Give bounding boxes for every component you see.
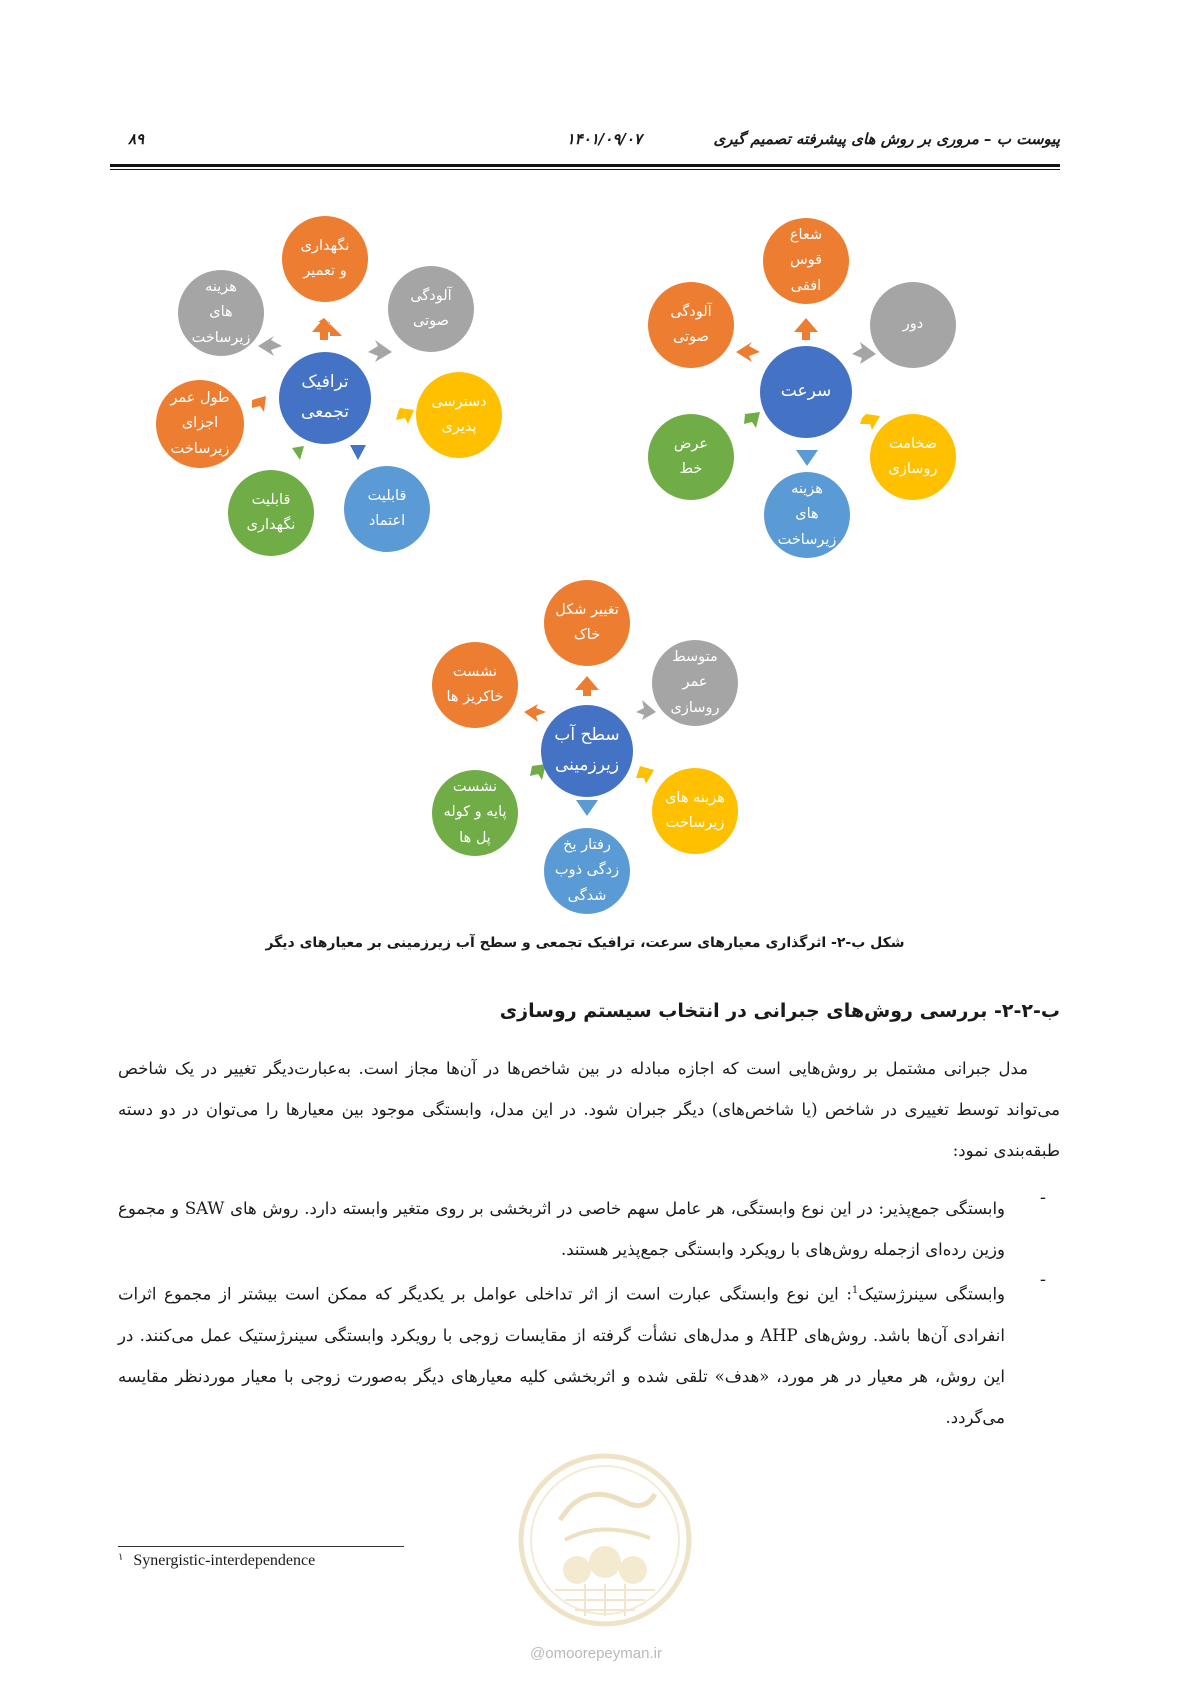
traffic-node-accessibility: دسترسی پذیری — [416, 372, 502, 458]
figure-caption: شکل ب-۲- اثرگذاری معیارهای سرعت، ترافیک تجمعی و سطح آب زیرزمینی بر معیارهای دیگر — [265, 935, 905, 951]
speed-node-rpm: دور — [870, 282, 956, 368]
footnote-reference[interactable]: 1 — [851, 1285, 859, 1296]
arrow-icon — [860, 414, 880, 430]
header-rule-thick — [110, 164, 1060, 167]
arrow-down-icon — [576, 800, 598, 816]
arrow-up-icon — [318, 318, 342, 336]
list-item-text — [118, 1270, 1005, 1438]
speed-node-infra-cost: هزینه های زیرساخت — [764, 472, 850, 558]
arrow-icon — [258, 336, 282, 356]
arrow-up-icon — [794, 318, 818, 340]
gw-node-pavement-life: متوسط عمر روسازی — [652, 640, 738, 726]
groundwater-center-node: سطح آب زیرزمینی — [541, 705, 633, 797]
traffic-node-noise: آلودگی صوتی — [388, 266, 474, 352]
page-number: ۸۹ — [128, 130, 145, 148]
header-title: پیوست ب – مروری بر روش های پیشرفته تصمیم گیری — [713, 130, 1060, 148]
bullet-dash: - — [1039, 1188, 1046, 1208]
list-item-text-lead: وابستگی سینرژستیک — [858, 1284, 1006, 1304]
arrow-icon — [368, 340, 392, 362]
arrow-icon — [744, 412, 760, 428]
list-item-text: وابستگی جمع‌پذیر: در این نوع وابستگی، هر عامل سهم خاصی در اثربخشی بر روی متغیر وابسته دارد. روش های SAW و مجموع وزین رده‌ای ازجمله روش‌های با رویکرد وابستگی جمع‌پذیر هستند. — [118, 1199, 1005, 1259]
gw-node-embankment-settlement: نشست خاکریز ها — [432, 642, 518, 728]
footnote-rule — [118, 1546, 404, 1547]
gw-node-infra-cost: هزینه های زیرساخت — [652, 768, 738, 854]
traffic-center-node: ترافیک تجمعی — [279, 352, 371, 444]
arrow-down-icon — [796, 450, 818, 466]
speed-node-curve-radius: شعاع قوس افقی — [763, 218, 849, 304]
traffic-node-infra-cost: هزینه های زیرساخت — [178, 270, 264, 356]
traffic-node-maintainability: قابلیت نگهداری — [228, 470, 314, 556]
watermark-logo — [515, 1450, 695, 1630]
list-item — [118, 1188, 1060, 1270]
list-item-text-rest: : این نوع وابستگی عبارت است از اثر تداخلی عوامل بر یکدیگر که ممکن است بیشتر از مجموع اثرات انفرادی آن‌ها باشد. روش‌های AHP و مدل‌های نشأت گرفته از مقایسات زوجی با رویکرد وابستگی سینرژستیک عمل می‌کنند. در این روش، هر معیار در هر مورد، «هدف» تلقی شده و اثربخشی کلیه معیارهای دیگر به‌صورت زوجی با معیار موردنظر مقایسه می‌گردد. — [118, 1284, 1005, 1427]
footnote-number: ۱ — [118, 1552, 124, 1563]
arrow-icon — [530, 764, 546, 780]
speed-node-lane-width: عرض خط — [648, 414, 734, 500]
arrow-icon — [252, 396, 266, 412]
gw-node-pier-settlement: نشست پایه و کوله پل ها — [432, 770, 518, 856]
traffic-node-lifetime: طول عمر اجزای زیرساخت — [156, 380, 244, 468]
gw-node-freeze-thaw: رفتار یخ زدگی ذوب شدگی — [544, 828, 630, 914]
page-header — [110, 128, 1060, 162]
section-heading: ب-۲-۲- بررسی روش‌های جبرانی در انتخاب سیستم روسازی — [499, 1000, 1060, 1022]
bullet-dash: - — [1039, 1270, 1046, 1290]
speed-node-thickness: ضخامت روسازی — [870, 414, 956, 500]
arrow-icon — [292, 446, 304, 460]
arrow-icon — [524, 704, 546, 722]
arrow-up-icon — [575, 676, 599, 696]
arrow-icon — [852, 342, 876, 364]
arrow-icon — [636, 766, 654, 784]
footnote — [118, 1552, 315, 1570]
header-date: ۱۴۰۱/۰۹/۰۷ — [566, 130, 642, 148]
watermark-url: @omoorepeyman.ir — [530, 1645, 662, 1662]
arrow-icon — [736, 342, 760, 362]
traffic-node-maintenance: نگهداری و تعمیر — [282, 216, 368, 302]
arrow-icon — [636, 700, 656, 720]
arrow-up-icon — [312, 318, 336, 340]
speed-node-noise: آلودگی صوتی — [648, 282, 734, 368]
list-item — [118, 1270, 1060, 1438]
header-rule-thin — [110, 169, 1060, 170]
body-paragraph: مدل جبرانی مشتمل بر روش‌هایی است که اجازه مبادله در بین شاخص‌ها در آن‌ها مجاز است. به‌عبارت‌دیگر تغییر در یک شاخص می‌تواند توسط تغییری در شاخص (یا شاخص‌های) دیگر جبران شود. در این مدل، وابستگی موجود بین معیارها را می‌توان در دو دسته طبقه‌بندی نمود: — [118, 1059, 1060, 1160]
arrow-icon — [396, 408, 414, 424]
arrow-down-icon — [350, 445, 366, 460]
speed-center-node: سرعت — [760, 346, 852, 438]
footnote-text: Synergistic-interdependence — [133, 1552, 316, 1569]
traffic-node-reliability: قابلیت اعتماد — [344, 466, 430, 552]
gw-node-soil-deformation: تغییر شکل خاک — [544, 580, 630, 666]
